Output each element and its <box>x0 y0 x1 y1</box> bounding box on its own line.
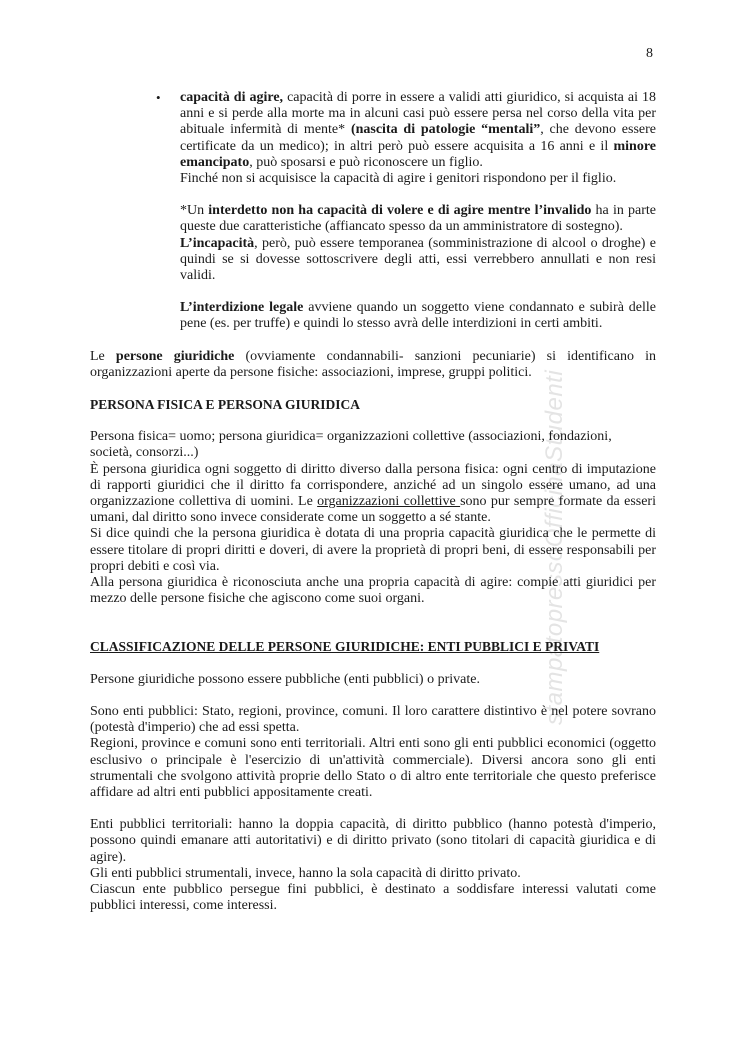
bullet-marker: • <box>156 90 161 105</box>
section2-paragraph-3: Regioni, province e comuni sono enti territoriali. Altri enti sono gli enti pubblici economici (oggetto esclusivo o principale è l'esercizio di un'attività commerciale). Diversi ancora sono gli enti strumentali che svolgono attività proprie dello Stato o di altro ente territoriale che questo preferisce affidare ad altri enti pubblici appositamente creati. <box>90 736 656 800</box>
text: avviene quando un soggetto viene condannato e subirà delle pene (es. per truffe) e quindi lo stesso avrà delle interdizioni in certi ambiti. <box>180 300 657 332</box>
bullet-paragraph-2: Finché non si acquisisce la capacità di agire i genitori rispondono per il figlio. <box>180 171 617 187</box>
term-interdetto: interdetto non ha capacità di volere e di agire mentre l’invalido <box>208 203 592 219</box>
text: , può sposarsi e può riconoscere un figlio. <box>249 154 483 170</box>
section-heading-classificazione: CLASSIFICAZIONE DELLE PERSONE GIURIDICHE: ENTI PUBBLICI E PRIVATI <box>90 639 600 655</box>
section2-paragraph-2: Sono enti pubblici: Stato, regioni, province, comuni. Il loro carattere distintivo è nel potere sovrano (potestà d'imperio) che ad essi spetta. <box>90 703 656 736</box>
text: sono pur sempre formate da esseri umani, dal diritto sono invece considerate come un soggetto a sé stante. <box>90 494 656 526</box>
term-capacita-di-agire: capacità di agire, <box>180 90 284 105</box>
text: *Un <box>180 203 209 219</box>
text: ha in parte queste due caratteristiche (affiancato spesso da un amministratore di sostegno). <box>180 203 656 235</box>
section2-paragraph-5: Gli enti pubblici strumentali, invece, hanno la sola capacità di diritto privato. <box>90 865 521 881</box>
page-number: 8 <box>646 46 653 61</box>
bullet-capacita-di-agire <box>90 90 656 333</box>
term-incapacita: L’incapacità <box>180 235 255 251</box>
section-heading-persona-fisica-giuridica: PERSONA FISICA E PERSONA GIURIDICA <box>90 397 361 413</box>
section2-paragraph-6: Ciascun ente pubblico persegue fini pubblici, è destinato a soddisfare interessi valutati come pubblici interessi, come interessi. <box>90 881 656 914</box>
text: È persona giuridica ogni soggetto di diritto diverso dalla persona fisica: ogni centro di imputazione di rapporti giuridici che il diritto fa corrispondere, anziché ad un singolo essere umano, ad una organizzazione collettiva di uomini. Le <box>90 461 656 510</box>
text: capacità di porre in essere a validi atti giuridico, si acquista ai 18 anni e si perde alla morte ma in alcuni casi può essere persa nel corso della vita per abituale infermità di mente* <box>180 90 656 138</box>
term-minore-emancipato: minore emancipato <box>180 138 656 170</box>
document-body <box>90 90 656 914</box>
section1-paragraph-2 <box>90 462 656 527</box>
section1-paragraph-1: Persona fisica= uomo; persona giuridica= organizzazioni collettive (associazioni, fondazioni, società, consorzi...) <box>90 429 612 461</box>
text: , però, può essere temporanea (somministrazione di alcool o droghe) e quindi se si dovesse sottoscrivere degli atti, essi verrebbero annullati e non resi validi. <box>180 235 656 284</box>
section2-paragraph-4: Enti pubblici territoriali: hanno la doppia capacità, di diritto pubblico (hanno potestà d'imperio, possono quindi emanare atti autoritativi) e di diritto privato (sono titolari di capacità giuridica e di agire). <box>90 817 656 865</box>
bullet-paragraph-interdizione <box>180 300 656 332</box>
section2-paragraph-1: Persone giuridiche possono essere pubbliche (enti pubblici) o private. <box>90 671 480 687</box>
bullet-paragraph-interdetto <box>180 203 656 235</box>
term-patologie-mentali: (nascita di patologie “mentali” <box>345 122 541 138</box>
text: (ovviamente condannabili- sanzioni pecuniarie) si identificano in organizzazioni aperte da persone fisiche: associazioni, imprese, gruppi politici. <box>90 348 656 380</box>
text: Le <box>90 348 116 364</box>
text: , che devono essere certificate da un medico); in altri però può essere acquisita a 16 anni e il <box>180 122 657 154</box>
bullet-paragraph-1 <box>180 90 656 171</box>
term-persone-giuridiche: persone giuridiche <box>115 348 235 364</box>
term-organizzazioni-collettive: organizzazioni collettive <box>317 494 461 510</box>
watermark: stampatopressoOfficinaStudenti <box>541 369 568 725</box>
persone-giuridiche-intro <box>90 349 656 381</box>
section1-paragraph-4: Alla persona giuridica è riconosciuta anche una propria capacità di agire: compie atti giuridici per mezzo delle persone fisiche che agiscono come suoi organi. <box>90 575 656 607</box>
bullet-paragraph-incapacita <box>180 236 656 285</box>
term-interdizione-legale: L’interdizione legale <box>180 300 304 316</box>
section1-paragraph-3: Si dice quindi che la persona giuridica è dotata di una propria capacità giuridica che le permette di essere titolare di propri diritti e doveri, di avere la proprietà di propri beni, di essere responsabili per propri debiti e così via. <box>90 526 656 574</box>
